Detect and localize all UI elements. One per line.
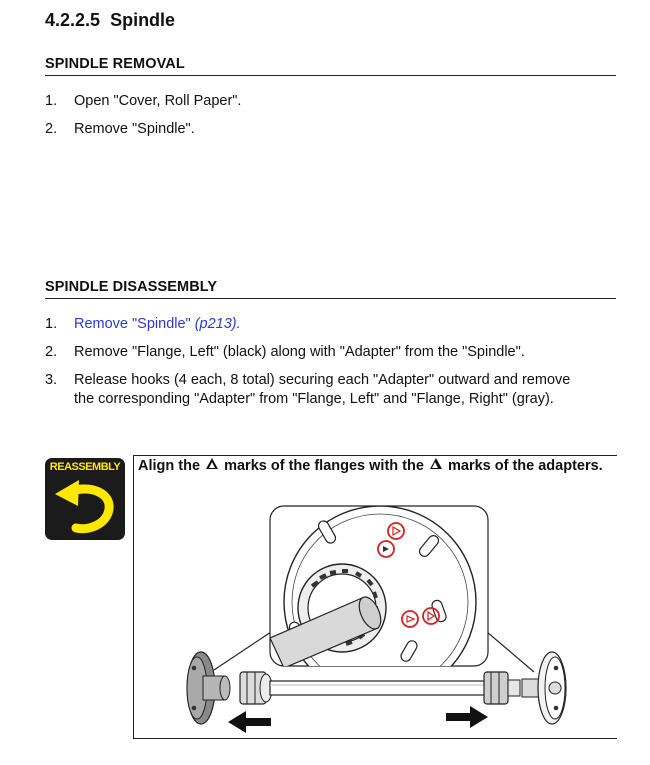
triangle-mark-icon bbox=[430, 458, 442, 469]
callout-line-right bbox=[487, 632, 534, 672]
note-text-b: marks of the flanges with the bbox=[224, 458, 424, 474]
step-text: Remove "Flange, Left" (black) along with "Adapter" from the "Spindle". bbox=[74, 344, 525, 360]
step-text: Open "Cover, Roll Paper". bbox=[74, 93, 242, 109]
spindle-illustration bbox=[134, 500, 616, 736]
section-number: 4.2.2.5 bbox=[45, 10, 101, 30]
triangle-mark-icon bbox=[206, 458, 218, 469]
step-link[interactable] bbox=[74, 315, 594, 334]
arrow-left-icon bbox=[228, 711, 271, 733]
step-text: Release hooks (4 each, 8 total) securing each "Adapter" outward and remove the corresponding "Adapter" from "Flange, Left" and "Flange, Right" (gray). bbox=[74, 372, 571, 407]
undo-arrow-icon bbox=[45, 458, 125, 540]
arrow-right-icon bbox=[446, 706, 488, 728]
callout-line-left bbox=[214, 632, 271, 670]
disassembly-heading: SPINDLE DISASSEMBLY bbox=[45, 279, 218, 295]
adapter-right bbox=[484, 672, 520, 704]
flange-left bbox=[187, 652, 230, 724]
step-text: Remove "Spindle". bbox=[74, 121, 195, 137]
step-number: 2. bbox=[45, 344, 58, 360]
section-name: Spindle bbox=[110, 10, 176, 30]
page-reference[interactable]: (p213). bbox=[194, 316, 241, 332]
note-text-a: Align the bbox=[138, 458, 201, 474]
disassembly-rule bbox=[45, 298, 616, 299]
step-number: 2. bbox=[45, 121, 58, 137]
step-number: 3. bbox=[45, 372, 58, 388]
section-title bbox=[45, 10, 175, 31]
badge-label: REASSEMBLY bbox=[49, 461, 121, 473]
reassembly-badge bbox=[45, 458, 125, 540]
adapter-left bbox=[240, 672, 272, 704]
removal-heading: SPINDLE REMOVAL bbox=[45, 56, 185, 72]
flange-right bbox=[522, 652, 566, 724]
reassembly-note bbox=[138, 457, 608, 476]
note-text-c: marks of the adapters. bbox=[447, 458, 603, 474]
step-number: 1. bbox=[45, 316, 58, 332]
step-number: 1. bbox=[45, 93, 58, 109]
flange-detail-inset bbox=[270, 506, 488, 698]
link-text[interactable]: Remove "Spindle" bbox=[74, 316, 191, 332]
removal-rule bbox=[45, 75, 616, 76]
spindle-shaft bbox=[270, 681, 488, 695]
